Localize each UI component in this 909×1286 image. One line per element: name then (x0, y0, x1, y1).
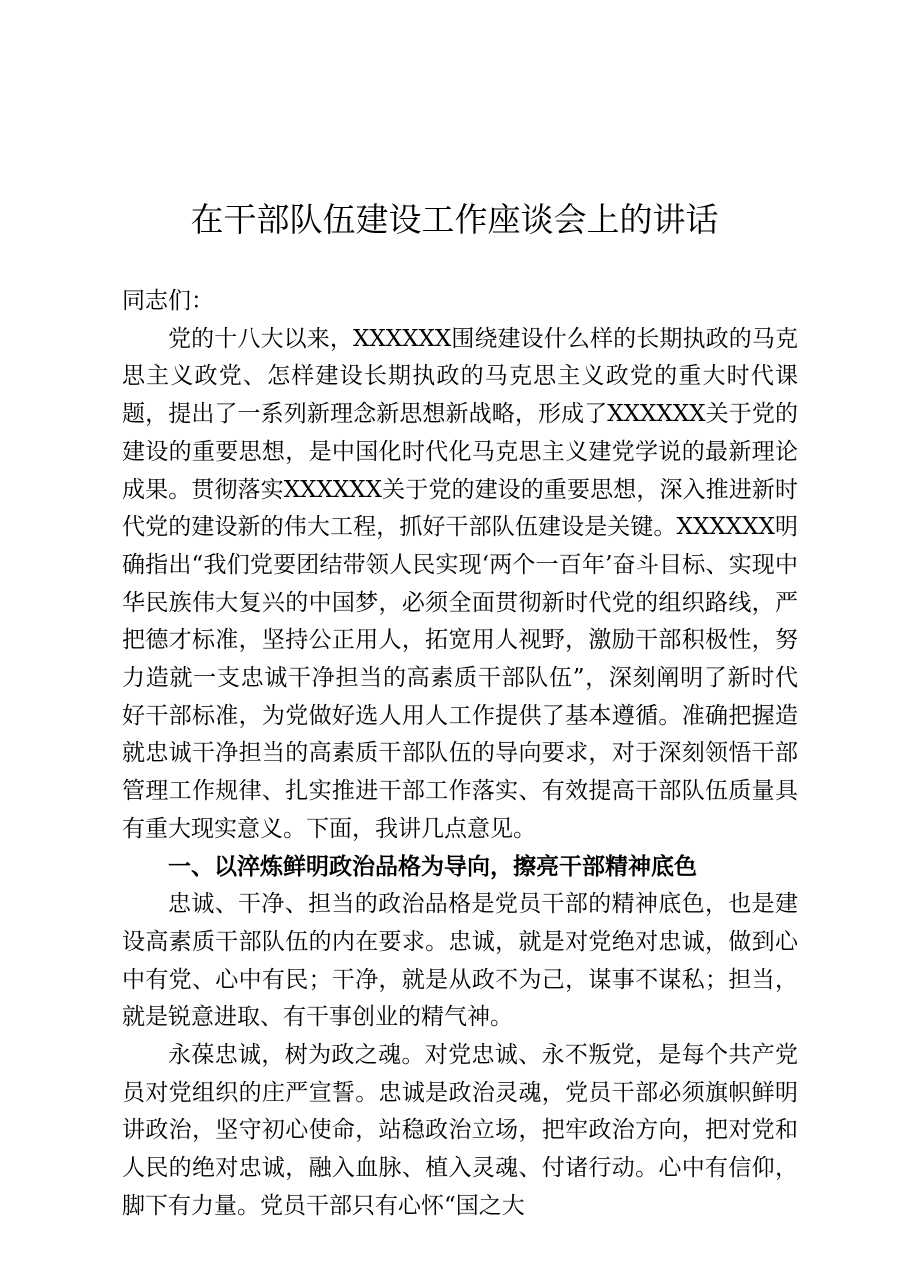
salutation: 同志们： (122, 288, 214, 314)
document-body (122, 283, 798, 1226)
paragraph-section1-2: 永葆忠诚，树为政之魂。对党忠诚、永不叛党，是每个共产党员对党组织的庄严宣誓。忠诚是政治灵魂，党员干部必须旗帜鲜明讲政治，坚守初心使命，站稳政治立场，把牢政治方向，把对党和人民的绝对忠诚，融入血脉、植入灵魂、付诸行动。心中有信仰，脚下有力量。党员干部只有心怀“国之大 (122, 1042, 798, 1219)
document-title: 在干部队伍建设工作座谈会上的讲话 (190, 200, 719, 239)
section-heading-1: 一、以淬炼鲜明政治品格为导向，擦亮干部精神底色 (168, 853, 697, 880)
paragraph-intro: 党的十八大以来，XXXXXX围绕建设什么样的长期执政的马克思主义政党、怎样建设长期执政的马克思主义政党的重大时代课题，提出了一系列新理念新思想新战略，形成了XXXXXX关于党的建设的重要思想，是中国化时代化马克思主义建党学说的最新理论成果。贯彻落实XXXXXX关于党的建设的重要思想，深入推进新时代党的建设新的伟大工程，抓好干部队伍建设是关键。XXXXXX明确指出“我们党要团结带领人民实现‘两个一百年’奋斗目标、实现中华民族伟大复兴的中国梦，必须全面贯彻新时代党的组织路线，严把德才标准，坚持公正用人，拓宽用人视野，激励干部积极性，努力造就一支忠诚干净担当的高素质干部队伍”，深刻阐明了新时代好干部标准，为党做好选人用人工作提供了基本遵循。准确把握造就忠诚干净担当的高素质干部队伍的导向要求，对于深刻领悟干部管理工作规律、扎实推进干部工作落实、有效提高干部队伍质量具有重大现实意义。下面，我讲几点意见。 (122, 325, 798, 842)
paragraph-section1-1: 忠诚、干净、担当的政治品格是党员干部的精神底色，也是建设高素质干部队伍的内在要求。忠诚，就是对党绝对忠诚，做到心中有党、心中有民；干净，就是从政不为己，谋事不谋私；担当，就是锐意进取、有干事创业的精气神。 (122, 891, 798, 1031)
